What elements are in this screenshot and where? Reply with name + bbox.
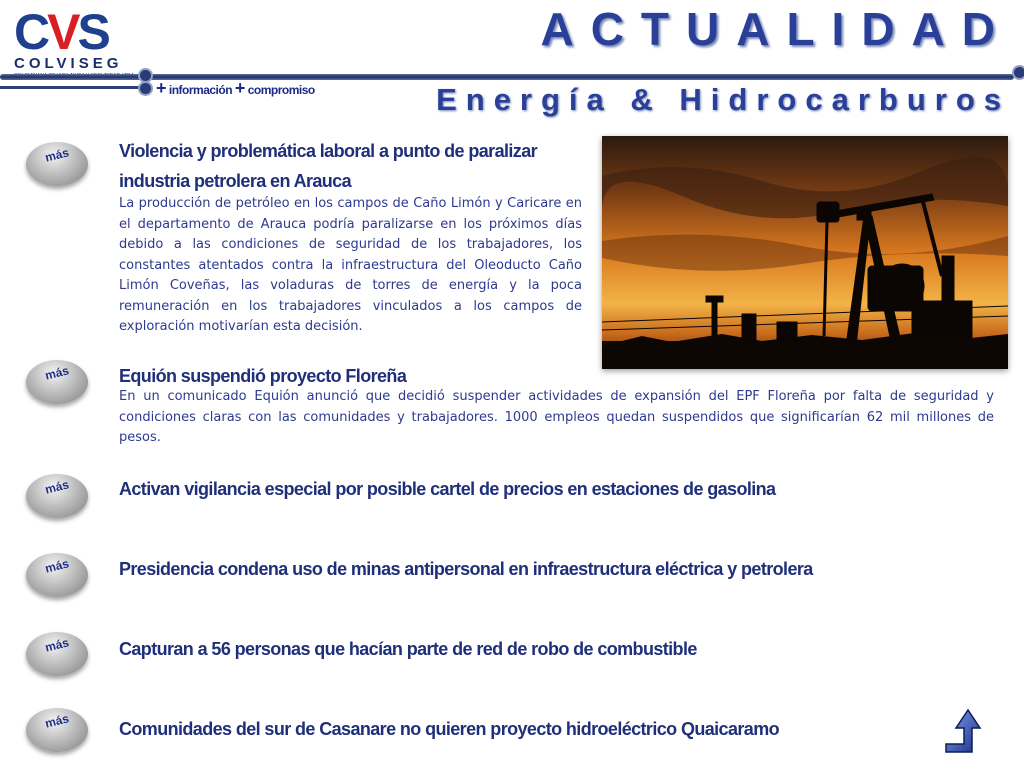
page-subtitle: Energía & Hidrocarburos (436, 82, 1010, 117)
more-button[interactable]: más (26, 360, 88, 404)
tagline: + información + compromiso (156, 78, 315, 98)
news-headline[interactable]: Violencia y problemática laboral a punto de paralizar industria petrolera en Arauca (119, 141, 538, 191)
more-button[interactable]: más (26, 474, 88, 518)
news-headline[interactable]: Presidencia condena uso de minas antipersonal en infraestructura eléctrica y petrolera (119, 559, 813, 579)
tagline-info: información (168, 83, 233, 97)
news-headline[interactable]: Capturan a 56 personas que hacían parte de red de robo de combustible (119, 639, 697, 659)
more-button[interactable]: más (26, 142, 88, 186)
header-dot (138, 81, 153, 96)
logo-mark: CVS (14, 4, 108, 60)
news-body: En un comunicado Equión anunció que decidió suspender actividades de expansión del EPF Floreña por falta de seguridad y condiciones claras con las comunidades y trabajadores. 1000 empleos quedan suspendidos que significarían 62 mil millones de pesos. (119, 389, 994, 445)
more-button[interactable]: más (26, 708, 88, 752)
tagline-commit: compromiso (247, 83, 315, 97)
oil-pump-photo (602, 136, 1008, 369)
logo-name: COLVISEG (14, 55, 123, 72)
news-headline[interactable]: Activan vigilancia especial por posible cartel de precios en estaciones de gasolina (119, 479, 776, 499)
page-title: ACTUALIDAD (540, 3, 1012, 55)
news-headline[interactable]: Equión suspendió proyecto Floreña (119, 366, 407, 386)
news-headline[interactable]: Comunidades del sur de Casanare no quieren proyecto hidroeléctrico Quaicaramo (119, 719, 779, 739)
header-rule-short (0, 86, 150, 89)
more-button[interactable]: más (26, 632, 88, 676)
header-dot (1012, 65, 1024, 80)
company-logo (12, 4, 130, 96)
more-button[interactable]: más (26, 553, 88, 597)
news-body: La producción de petróleo en los campos de Caño Limón y Caricare en el departamento de Arauca podría paralizarse en los próximos días debido a las condiciones de seguridad de los trabajadores, los constantes atentados contra la infraestructura del Oleoducto Caño Limón Coveñas, las voladuras de torres de energía y la poca remuneración en los trabajadores vinculados a los campos de exploración motivarían esta decisión. (119, 196, 582, 334)
return-arrow-icon[interactable] (942, 706, 990, 758)
